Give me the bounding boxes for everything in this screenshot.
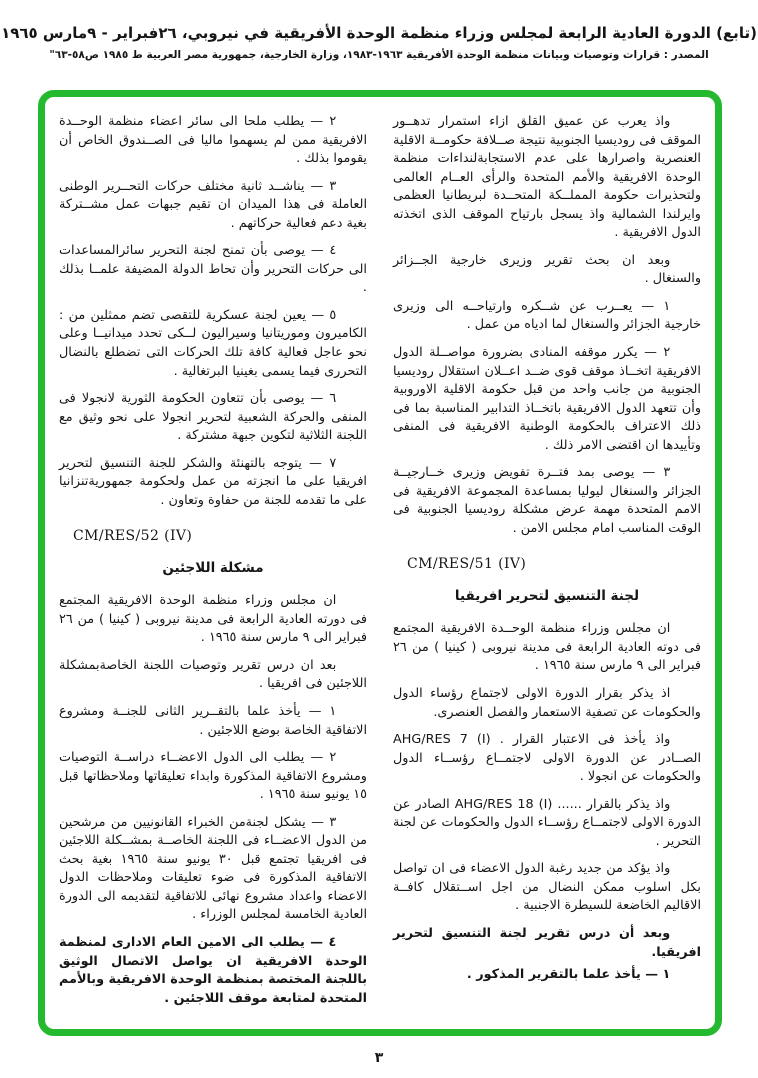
numbered-item: ٢ — يطلب الى الدول الاعضــاء دراســة التوصيات ومشروع الاتفاقية المذكورة وابداء تعليقاتها وملاحظاتها قبل ١٥ يونيو سنة ١٩٦٥ . <box>59 750 367 803</box>
paragraph: اذ يذكر بقرار الدورة الاولى لاجتماع رؤساء الدول والحكومات عن تصفية الاستعمار والفصل العنصرى. <box>393 685 701 720</box>
numbered-item: ٥ — يعين لجنة عسكرية للتقصى تضم ممثلين من : الكاميرون وموريتانيا وسيراليون لــكى تحدد ميدانيــا وعلى نحو عاجل فعالية كافة تلك الحركات التى تضطلع بالنضال التحررى فيما يسمى بغينيا البرتغالية . <box>59 307 367 379</box>
document-header <box>0 0 758 61</box>
numbered-item: ٧ — يتوجه بالتهنئة والشكر للجنة التنسيق لتحرير افريقيا على ما انجزته من عمل ولحكومة جمهوريةتنزانيا على ما تقدمه للجنة من حفاوة وتعاون . <box>59 455 367 508</box>
page-number: ٣ <box>374 1050 384 1066</box>
paragraph: واذ يعرب عن عميق القلق ازاء استمرار تدهــور الموقف فى روديسيا الجنوبية نتيجة صــلافة حكومــة الاقلية العنصرية واصرارها على عدم الاستجابةلنداءات منظمة الوحدة الافريقية والأمم المتحدة والرأى العــام العالمى ولتحذيرات حكومة المملــكة المتحــدة لبريطانيا العظمى وايرلندا الشمالية واذ يسجل بارتياح الموقف الذى اتخذته الدول الافريقية . <box>393 114 701 241</box>
numbered-item: ٣ — يشكل لجنةمن الخبراء القانونيين من مرشحين من الدول الاعضــاء فى اللجنة الخاصــة بمشــكلة اللاجئين فى افريقيا تجتمع قبل ٣٠ يونيو سنة ١٩٦٥ بغية بحث الاتفاقية المذكورة فى ضوء تعليقات وملاحظات الدول الاعضاء واعداد مشروع نهائى للاتفاقية لتقديمه الى الدورة العادية الخامسة لمجلس الوزراء . <box>59 814 367 923</box>
section-heading: لجنة التنسيق لتحرير افريقيا <box>454 587 640 604</box>
numbered-item: ٦ — يوصى بأن تتعاون الحكومة الثورية لانجولا فى المنفى والحركة الشعبية لتحرير انجولا على نحو وثيق مع اللجنة الثلاثية لتكوين جبهة مشتركة . <box>59 391 367 444</box>
document-title: (تابع) الدورة العادية الرابعة لمجلس وزراء منظمة الوحدة الأفريقية في نيروبي، ٢٦فبراير - ٩مارس ١٩٦٥ <box>1 24 757 42</box>
two-column-layout <box>59 113 701 1019</box>
paragraph: واذ يؤكد من جديد رغبة الدول الاعضاء فى ان تواصل بكل اسلوب ممكن النضال من اجل اســتقلال كافــة الاقاليم الخاضعة للسيطرة الاجنبية . <box>393 861 701 914</box>
column-right <box>393 113 701 1019</box>
resolution-id: CM/RES/51 (IV) <box>407 556 527 573</box>
resolution-id: CM/RES/52 (IV) <box>73 528 193 545</box>
column-left <box>59 113 367 1019</box>
numbered-item: ٤ — يطلب الى الامين العام الادارى لمنظمة الوحدة الافريقية ان يواصل الاتصال الوثيق باللجنة المختصة بمنظمة الوحدة الافريقية وبالأمم المتحدة لمتابعة موقف اللاجئين . <box>59 935 367 1006</box>
numbered-item: ١ — يعــرب عن شــكره وارتياحــه الى وزيرى خارجية الجزائر والسنغال لما ادياه من عمل . <box>393 298 701 333</box>
paragraph: وبعد أن درس تقرير لجنة التنسيق لتحرير افريقيا. <box>393 926 701 960</box>
paragraph: بعد ان درس تقرير وتوصيات اللجنة الخاصةبمشكلة اللاجئين فى افريقيا . <box>59 657 367 692</box>
section-heading: مشكلة اللاجئين <box>162 559 264 576</box>
numbered-item: ١ — يأخذ علما بالتقرير المذكور . <box>466 967 671 983</box>
numbered-item: ٣ — يناشــد ثانية مختلف حركات التحــرير الوطنى العاملة فى هذا الميدان ان تقيم جبهات عمل مشــتركة بغية دعم فعالية حركاتهم . <box>59 178 367 231</box>
content-frame <box>38 90 722 1036</box>
paragraph: واذ يذكر بالقرار ...... AHG/RES 18 (I) الصادر عن الدورة الاولى لاجتمــاع رؤســاء الدول والحكومات عن لجنة التحرير . <box>393 796 701 849</box>
paragraph: وبعد ان بحث تقرير وزيرى خارجية الجــزائر والسنغال . <box>393 252 701 287</box>
numbered-item: ٢ — يكرر موقفه المنادى بضرورة مواصــلة الدول الافريقية اتخــاذ موقف قوى ضــد اعــلان استقلال روديسيا الجنوبية من جانب واحد من قبل حكومة الاقلية الاوروبية وأن تتعهد الدول الافريقية باتخــاذ التدابير المناسبة بما فى ذلك الاعتراف بالحكومة الوطنية الافريقية فى المنفى وتأييدها ان اقتضى الامر ذلك . <box>393 345 701 453</box>
numbered-item: ٣ — يوصى بمد فتــرة تفويض وزيرى خــارجيــة الجزائر والسنغال ليوليا بمساعدة المجموعة الافريقية فى الامم المتحدة مهمة عرض مشكلة روديسيا الجنوبية فى الوقت المناسب امام مجلس الامن . <box>393 465 701 536</box>
paragraph: ان مجلس وزراء منظمة الوحــدة الافريقية المجتمع فى دوته العادية الرابعة فى مدينة نيروبى ( كينيا ) من ٢٦ فبراير الى ٩ مارس سنة ١٩٦٥ . <box>393 621 701 674</box>
numbered-item: ١ — يأخذ علما بالتقــرير الثانى للجنــة ومشروع الاتفاقية الخاصة بوضع اللاجئين . <box>59 703 367 738</box>
numbered-item: ٤ — يوصى بأن تمنح لجنة التحرير سائرالمساعدات الى حركات التحرير وأن تحاط الدولة المضيفة علمــا بذلك . <box>59 243 367 296</box>
paragraph: واذ يأخذ فى الاعتبار القرار . AHG/RES 7 (I) الصــادر عن الدورة الاولى لاجتمــاع رؤســاء الدول والحكومات عن انجولا . <box>393 732 701 785</box>
paragraph: ان مجلس وزراء منظمة الوحدة الافريقية المجتمع فى دورته العادية الرابعة فى مدينة نيروبى ( كينيا ) من ٢٦ فبراير الى ٩ مارس سنة ١٩٦٥ . <box>59 593 367 646</box>
numbered-item: ٢ — يطلب ملحا الى سائر اعضاء منظمة الوحــدة الافريقية ممن لم يسهموا ماليا فى الصــندوق الخاص أن يقوموا بذلك . <box>59 114 367 167</box>
source-citation: المصدر : قرارات وتوصيات وبيانات منظمة الوحدة الأفريقية ١٩٦٣-١٩٨٣، وزارة الخارجية، جمهورية مصر العربية ط ١٩٨٥ ص٥٨-٦٣" <box>49 49 709 61</box>
